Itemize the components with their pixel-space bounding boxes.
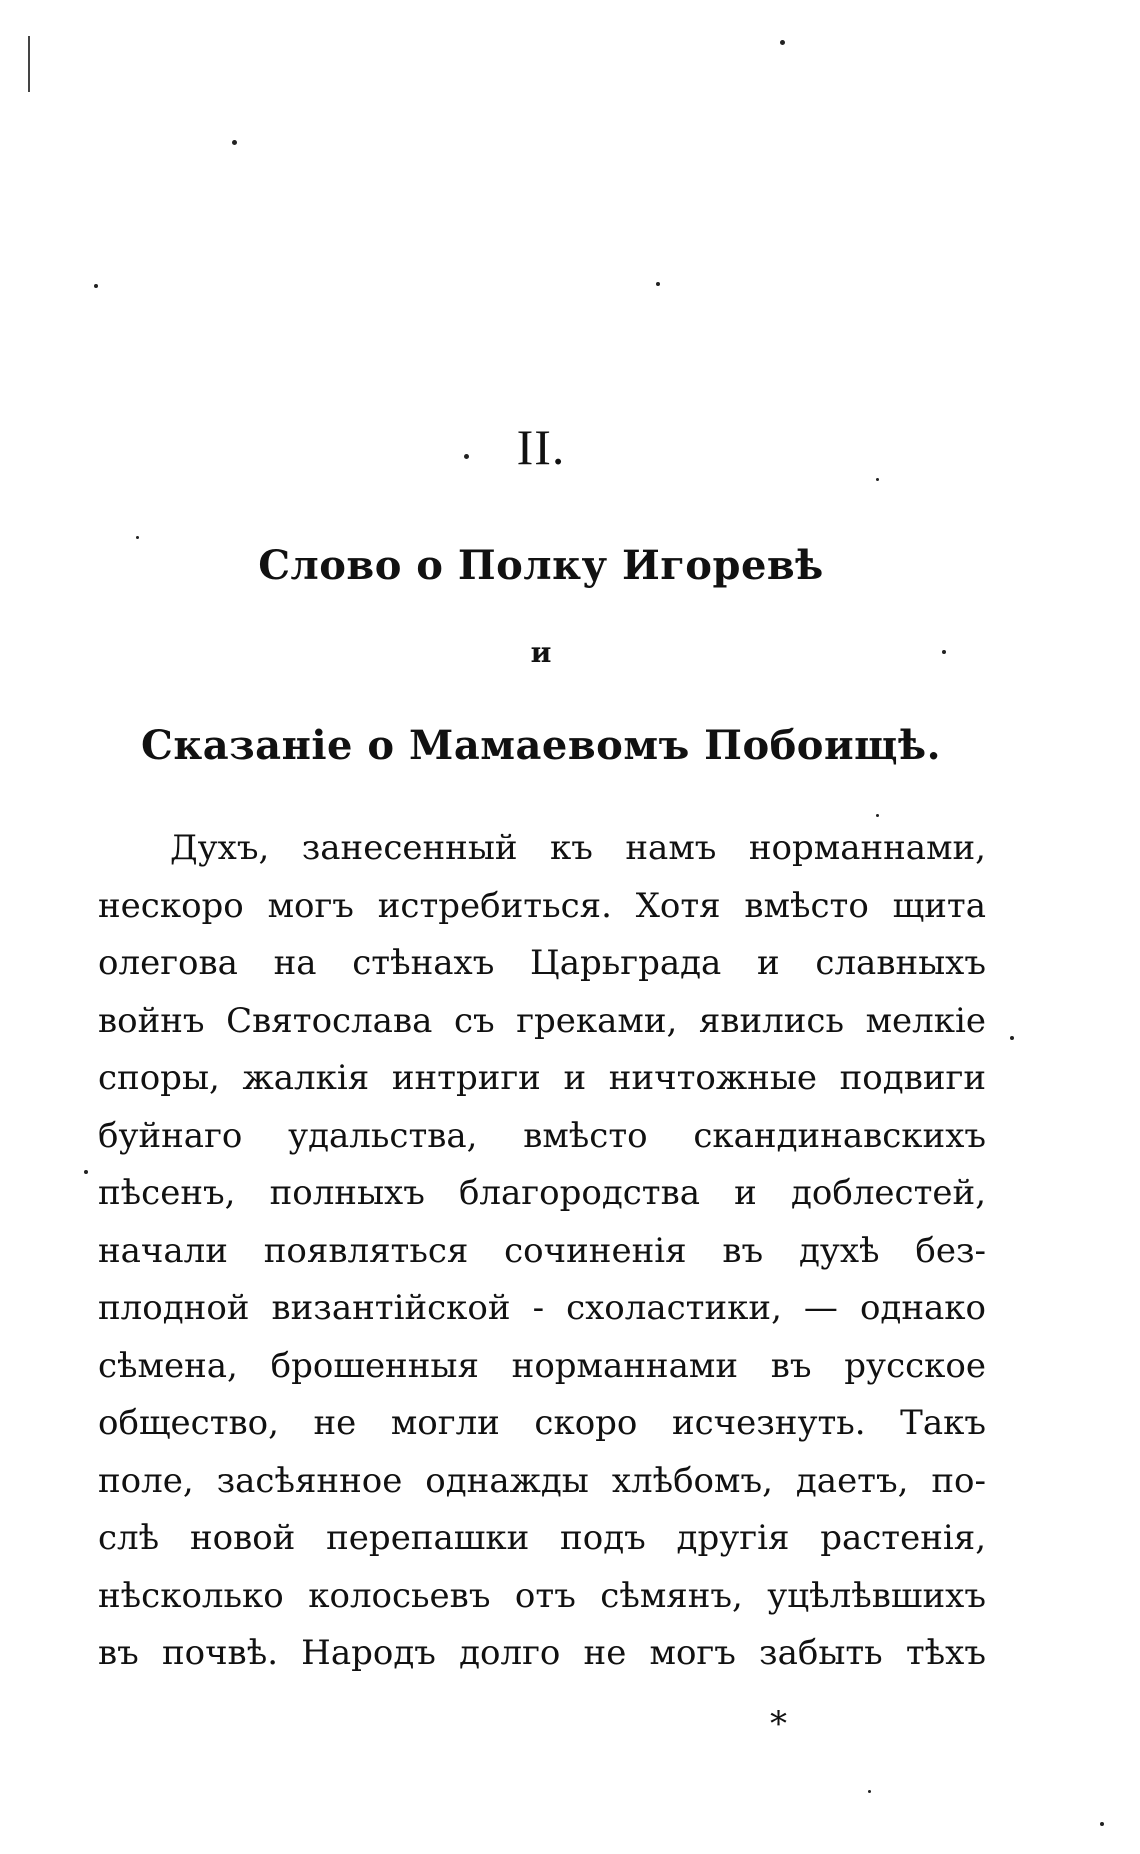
print-speck <box>94 284 98 288</box>
text-line: поле, засѣянное однажды хлѣбомъ, даетъ, по- <box>98 1460 986 1501</box>
print-speck <box>232 140 237 145</box>
text-line: начали появляться сочиненія въ духѣ без- <box>98 1230 986 1271</box>
print-speck <box>876 814 879 817</box>
print-speck <box>1100 1822 1104 1826</box>
print-speck <box>136 536 139 539</box>
margin-rule <box>28 36 30 92</box>
text-line: слѣ новой перепашки подъ другія растенія, <box>98 1518 986 1558</box>
print-speck <box>84 1170 88 1174</box>
print-speck <box>1010 1036 1014 1040</box>
text-line: споры, жалкія интриги и ничтожные подвиги <box>98 1058 986 1098</box>
print-speck <box>876 478 879 481</box>
text-line: сѣмена, брошенныя норманнами въ русское <box>98 1345 986 1386</box>
title-line-1: Слово о Полку Игоревѣ <box>258 542 824 589</box>
body-paragraph <box>98 820 986 1683</box>
signature-mark: * <box>770 1704 787 1744</box>
print-speck <box>780 40 785 45</box>
text-line: нескоро могъ истребиться. Хотя вмѣсто щита <box>98 885 986 926</box>
print-speck <box>868 1790 871 1793</box>
text-line: Духъ, занесенный къ намъ норманнами, <box>170 828 986 868</box>
title-line-2: Сказаніе о Мамаевомъ Побоищѣ. <box>141 722 941 769</box>
chapter-number: II. <box>516 419 566 475</box>
text-line: общество, не могли скоро исчезнуть. Такъ <box>98 1403 986 1443</box>
text-line: въ почвѣ. Народъ долго не могъ забыть тѣхъ <box>98 1633 986 1673</box>
title-conjunction: и <box>530 636 552 669</box>
print-speck <box>656 282 660 286</box>
text-line: плодной византійской - схоластики, — однако <box>98 1288 986 1328</box>
text-line: пѣсенъ, полныхъ благородства и доблестей, <box>98 1173 986 1213</box>
text-line: нѣсколько колосьевъ отъ сѣмянъ, уцѣлѣвшихъ <box>98 1575 986 1616</box>
text-line: олегова на стѣнахъ Царьграда и славныхъ <box>98 943 986 983</box>
text-line: войнъ Святослава съ греками, явились мелкіе <box>98 1000 986 1041</box>
text-line: буйнаго удальства, вмѣсто скандинавскихъ <box>98 1115 986 1156</box>
